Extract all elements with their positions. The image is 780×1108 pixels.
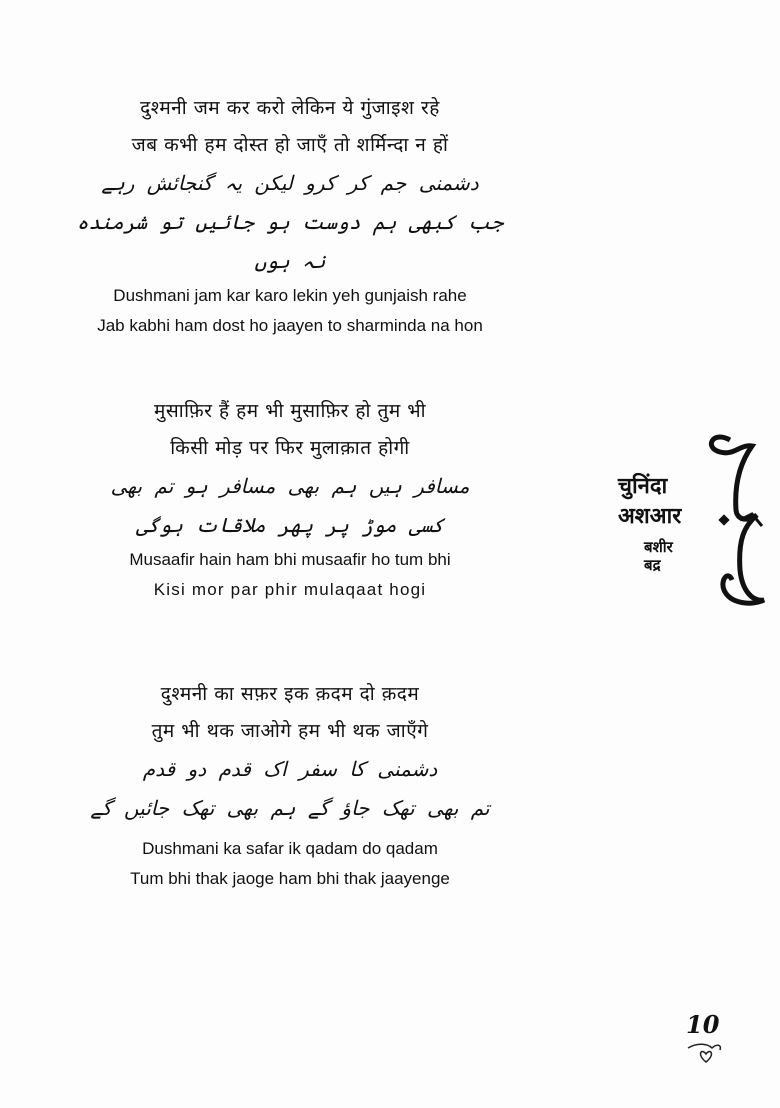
hindi-line: तुम भी थक जाओगे हम भी थक जाएँगे (151, 720, 429, 742)
urdu-line: دشمنی کا سفر اک قدم دو قدم (142, 757, 438, 781)
logo-author-line: बशीर (644, 538, 673, 556)
hindi-line: मुसाफ़िर हैं हम भी मुसाफ़िर हो तुम भी (153, 400, 426, 422)
urdu-line: دشمنی جم کر کرو لیکن یہ گنجائش رہے (101, 171, 479, 195)
hindi-line: किसी मोड़ पर फिर मुलाक़ात होगी (170, 437, 410, 459)
hindi-line: दुश्मनी का सफ़र इक क़दम दो क़दम (160, 683, 420, 705)
hindi-line: जब कभी हम दोस्त हो जाएँ तो शर्मिन्दा न हों (131, 134, 449, 156)
english-line: Musaafir hain ham bhi musaafir ho tum bhi (129, 550, 451, 569)
english-line: Tum bhi thak jaoge ham bhi thak jaayenge (130, 869, 450, 888)
verse-3 (70, 676, 510, 894)
urdu-line: کسی موڑ پر پھر ملاقات ہوگی (136, 513, 444, 537)
logo-author (644, 538, 714, 574)
verse-1 (70, 90, 510, 341)
book-logo (612, 430, 772, 610)
logo-title (618, 472, 728, 532)
logo-title-line: अशआर (618, 504, 682, 529)
urdu-line: تم بھی تھک جاؤ گے ہم بھی تھک جائیں گے (90, 796, 490, 820)
english-line: Kisi mor par phir mulaqaat hogi (153, 580, 427, 599)
logo-title-line: चुनिंदा (618, 474, 668, 499)
heart-flourish-icon (686, 1040, 726, 1066)
verse-2 (70, 393, 510, 605)
english-line: Dushmani jam kar karo lekin yeh gunjaish rahe (113, 286, 467, 305)
urdu-line: جب کبھی ہم دوست ہو جائیں تو شرمندہ نہ ہوں (76, 210, 504, 273)
hindi-line: दुश्मनी जम कर करो लेकिन ये गुंजाइश रहे (140, 97, 440, 119)
page-number: 10 (686, 1010, 720, 1039)
urdu-line: مسافر ہیں ہم بھی مسافر ہو تم بھی (110, 474, 470, 498)
english-line: Dushmani ka safar ik qadam do qadam (142, 839, 438, 858)
english-line: Jab kabhi ham dost ho jaayen to sharminda na hon (97, 316, 483, 335)
logo-author-line: बद्र (644, 556, 661, 574)
